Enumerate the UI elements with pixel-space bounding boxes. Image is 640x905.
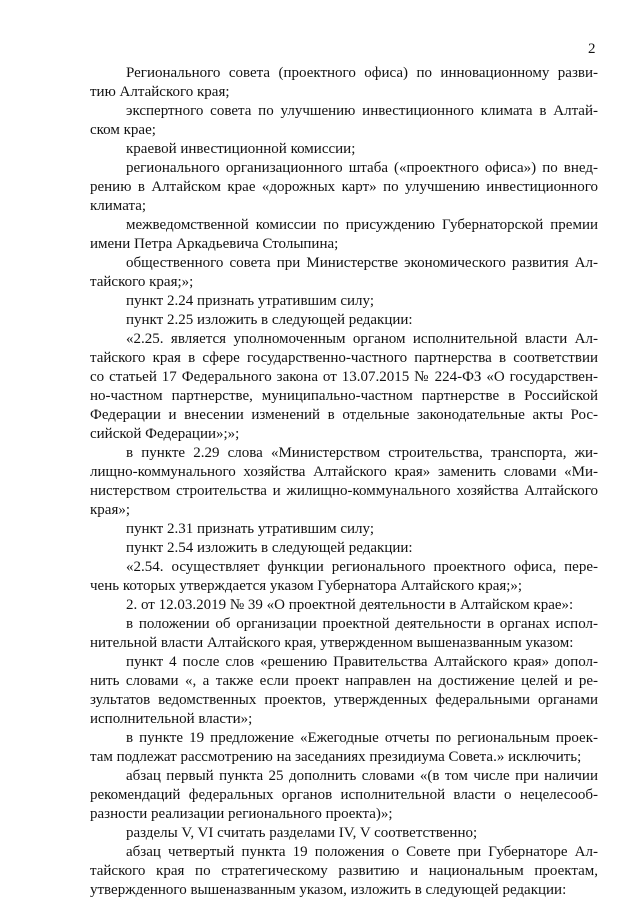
text-line: пункт 4 после слов «решению Правительства Алтайского края» допол- (126, 654, 598, 670)
text-line: краевой инвестиционной комиссии; (126, 141, 356, 157)
text-line: там подлежат рассмотрению на заседаниях президиума Совета.» исключить; (90, 749, 582, 765)
text-line: ском крае; (90, 122, 156, 138)
text-line: пункт 2.25 изложить в следующей редакции: (126, 312, 413, 328)
text-line: тию Алтайского края; (90, 84, 230, 100)
text-line: тайского края по стратегическому развитию и национальным проектам, (90, 863, 598, 879)
text-line: разности реализации регионального проекта)»; (90, 806, 393, 822)
text-line: со статьей 17 Федерального закона от 13.07.2015 № 224-ФЗ «О государствен- (90, 369, 598, 385)
text-line: сийской Федерации»;»; (90, 426, 240, 442)
text-line: межведомственной комиссии по присуждению Губернаторской премии (126, 217, 598, 233)
text-line: регионального организационного штаба («проектного офиса») по внед- (126, 160, 598, 176)
text-line: абзац первый пункта 25 дополнить словами «(в том числе при наличии (126, 768, 598, 784)
text-line: в положении об организации проектной деятельности в органах испол- (126, 616, 598, 632)
text-line: в пункте 2.29 слова «Министерством строительства, транспорта, жи- (126, 445, 598, 461)
text-line: нистерством строительства и жилищно-коммунального хозяйства Алтайского (90, 483, 598, 499)
text-line: нить словами «, а также если проект направлен на достижение целей и ре- (90, 673, 598, 689)
text-line: общественного совета при Министерстве экономического развития Ал- (126, 255, 598, 271)
text-line: «2.54. осуществляет функции регионального проектного офиса, пере- (126, 559, 598, 575)
text-line: 2. от 12.03.2019 № 39 «О проектной деятельности в Алтайском крае»: (126, 597, 574, 613)
text-line: тайского края в сфере государственно-частного партнерства в соответствии (90, 350, 598, 366)
text-line: нительной власти Алтайского края, утвержденном вышеназванным указом: (90, 635, 574, 651)
text-line: пункт 2.24 признать утратившим силу; (126, 293, 375, 309)
text-line: пункт 2.54 изложить в следующей редакции: (126, 540, 413, 556)
text-line: имени Петра Аркадьевича Столыпина; (90, 236, 339, 252)
text-line: рекомендаций федеральных органов исполнительной власти о нецелесооб- (90, 787, 598, 803)
text-line: рению в Алтайском крае «дорожных карт» по улучшению инвестиционного (90, 179, 598, 195)
text-line: экспертного совета по улучшению инвестиционного климата в Алтай- (126, 103, 598, 119)
text-line: лищно-коммунального хозяйства Алтайского края» заменить словами «Ми- (90, 464, 598, 480)
text-line: зультатов ведомственных проектов, утвержденных федеральными органами (90, 692, 598, 708)
text-line: Регионального совета (проектного офиса) по инновационному разви- (126, 65, 598, 81)
text-line: разделы V, VI считать разделами IV, V соответственно; (126, 825, 478, 841)
text-line: абзац четвертый пункта 19 положения о Совете при Губернаторе Ал- (126, 844, 598, 860)
text-line: утвержденного вышеназванным указом, изложить в следующей редакции: (90, 882, 567, 898)
text-line: но-частном партнерстве, муниципально-частном партнерстве в Российской (90, 388, 598, 404)
text-line: «2.25. является уполномоченным органом исполнительной власти Ал- (126, 331, 598, 347)
text-line: тайского края;»; (90, 274, 194, 290)
text-line: климата; (90, 198, 147, 214)
text-line: чень которых утверждается указом Губернатора Алтайского края;»; (90, 578, 523, 594)
text-line: исполнительной власти»; (90, 711, 253, 727)
text-line: края»; (90, 502, 131, 518)
text-line: в пункте 19 предложение «Ежегодные отчеты по региональным проек- (126, 730, 598, 746)
page-number: 2 (588, 41, 596, 57)
text-line: Федерации и внесении изменений в отдельные законодательные акты Рос- (90, 407, 598, 423)
text-line: пункт 2.31 признать утратившим силу; (126, 521, 375, 537)
